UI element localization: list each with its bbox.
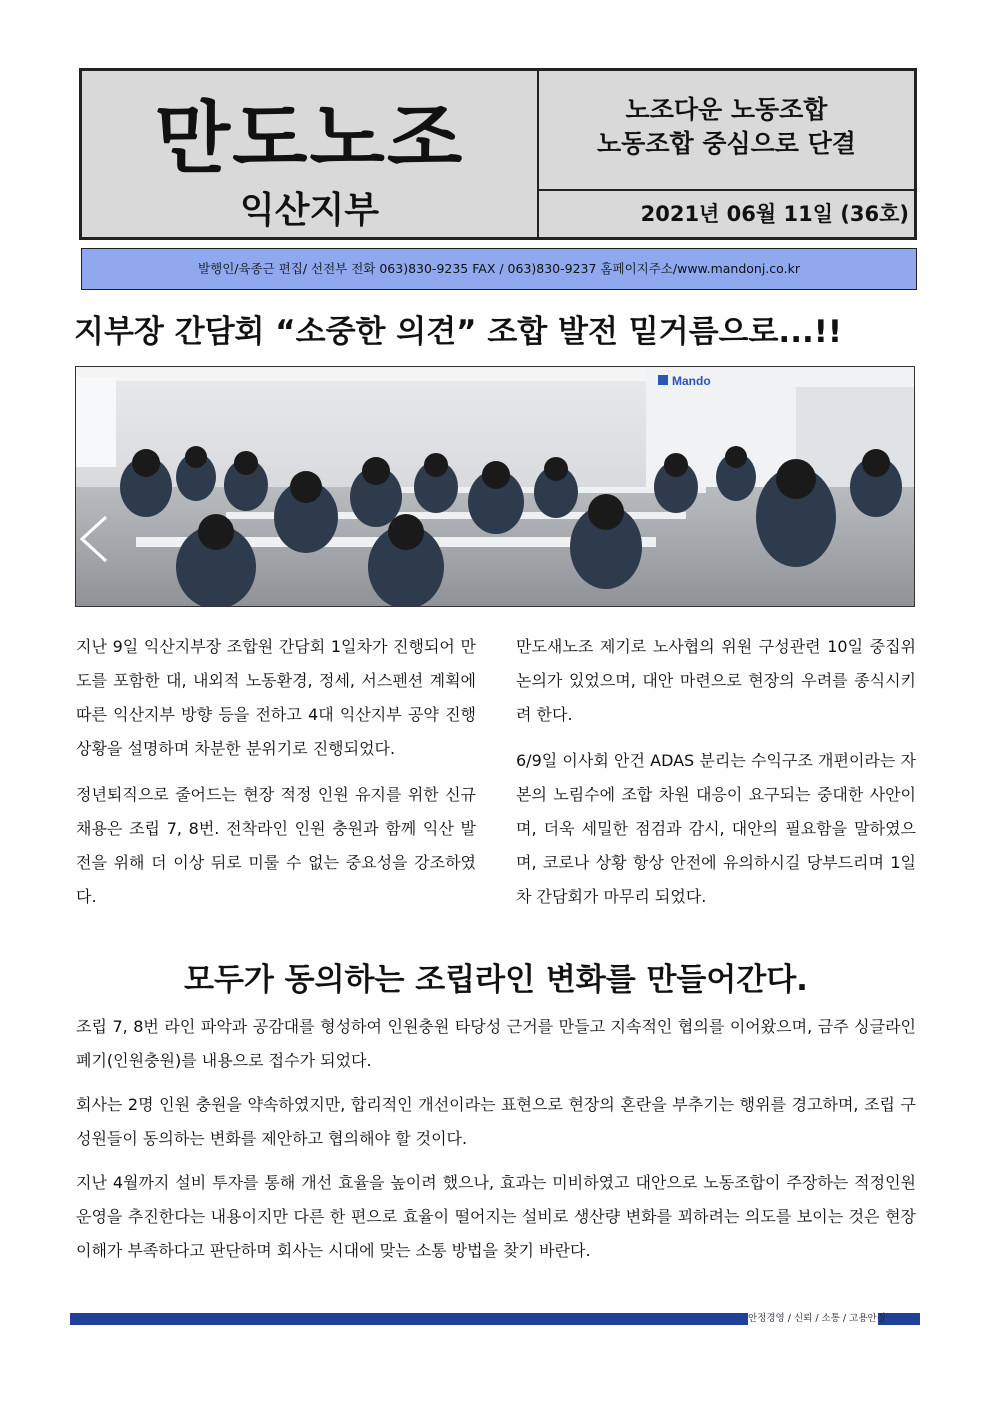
newsletter-title: 만도노조	[154, 94, 465, 184]
left-paragraph-2: 정년퇴직으로 줄어드는 현장 적정 인원 유지를 위한 신규채용은 조립 7, 8번. 전착라인 인원 충원과 함께 익산 발전을 위해 더 이상 뒤로 미룰 수 없는 중요성을 강조하였다.	[76, 785, 476, 906]
article-paragraph-2: 회사는 2명 인원 충원을 약속하였지만, 합리적인 개선이라는 표현으로 현장의 혼란을 부추기는 행위를 경고하며, 조립 구성원들이 동의하는 변화를 제안하고 협의해야 할 것이다.	[76, 1095, 916, 1148]
left-paragraph-1: 지난 9일 익산지부장 조합원 간담회 1일차가 진행되어 만도를 포함한 대, 내외적 노동환경, 정세, 서스펜션 계획에 따른 익산지부 방향 등을 전하고 4대 익산지부 공약 진행 상황을 설명하며 차분한 분위기로 진행되었다.	[76, 637, 476, 758]
slogan-box	[539, 71, 914, 191]
masthead-left	[82, 71, 539, 237]
footer-motto: 안정경영 / 신뢰 / 소통 / 고용안정	[748, 1310, 878, 1328]
subheadline: 모두가 동의하는 조립라인 변화를 만들어간다.	[184, 962, 808, 998]
headline: 지부장 간담회 “소중한 의견” 조합 발전 밑거름으로...!!	[74, 314, 843, 350]
masthead	[79, 68, 917, 240]
slogan-line-1: 노조다운 노동조합	[625, 95, 828, 124]
left-column	[76, 630, 476, 926]
right-column	[516, 630, 916, 926]
issue-date: 2021년 06월 11일 (36호)	[640, 202, 909, 226]
right-paragraph-1: 만도새노조 제기로 노사협의 위원 구성관련 10일 중집위 논의가 있었으며, 대안 마련으로 현장의 우려를 종식시키려 한다.	[516, 637, 916, 724]
right-paragraph-2: 6/9일 이사회 안건 ADAS 분리는 수익구조 개편이라는 자본의 노림수에 조합 차원 대응이 요구되는 중대한 사안이며, 더욱 세밀한 점검과 감시, 대안의 필요함을 말하였으며, 코로나 상황 항상 안전에 유의하시길 당부드리며 1일차 간담회가 마무리 되었다.	[516, 751, 916, 906]
meeting-photo-illustration	[76, 367, 915, 607]
mando-logo: Mando	[672, 374, 711, 388]
slogan-line-2: 노동조합 중심으로 단결	[597, 129, 856, 158]
second-article	[76, 1010, 916, 1278]
publisher-bar: 발행인/육종근 편집/ 선전부 전화 063)830-9235 FAX / 063)830-9237 홈페이지주소/www.mandonj.co.kr	[81, 248, 917, 290]
meeting-photo	[75, 366, 915, 607]
branch-name: 익산지부	[239, 190, 380, 231]
article-paragraph-1: 조립 7, 8번 라인 파악과 공감대를 형성하여 인원충원 타당성 근거를 만들고 지속적인 협의를 이어왔으며, 금주 싱글라인 폐기(인원충원)를 내용으로 접수가 되었다.	[76, 1017, 916, 1070]
article-paragraph-3: 지난 4월까지 설비 투자를 통해 개선 효율을 높이려 했으나, 효과는 미비하였고 대안으로 노동조합이 주장하는 적정인원 운영을 추진한다는 내용이지만 다른 한 편으로 효율이 떨어지는 설비로 생산량 변화를 꾀하려는 의도를 보이는 것은 현장 이해가 부족하다고 판단하며 회사는 시대에 맞는 소통 방법을 찾기 바란다.	[76, 1173, 916, 1260]
